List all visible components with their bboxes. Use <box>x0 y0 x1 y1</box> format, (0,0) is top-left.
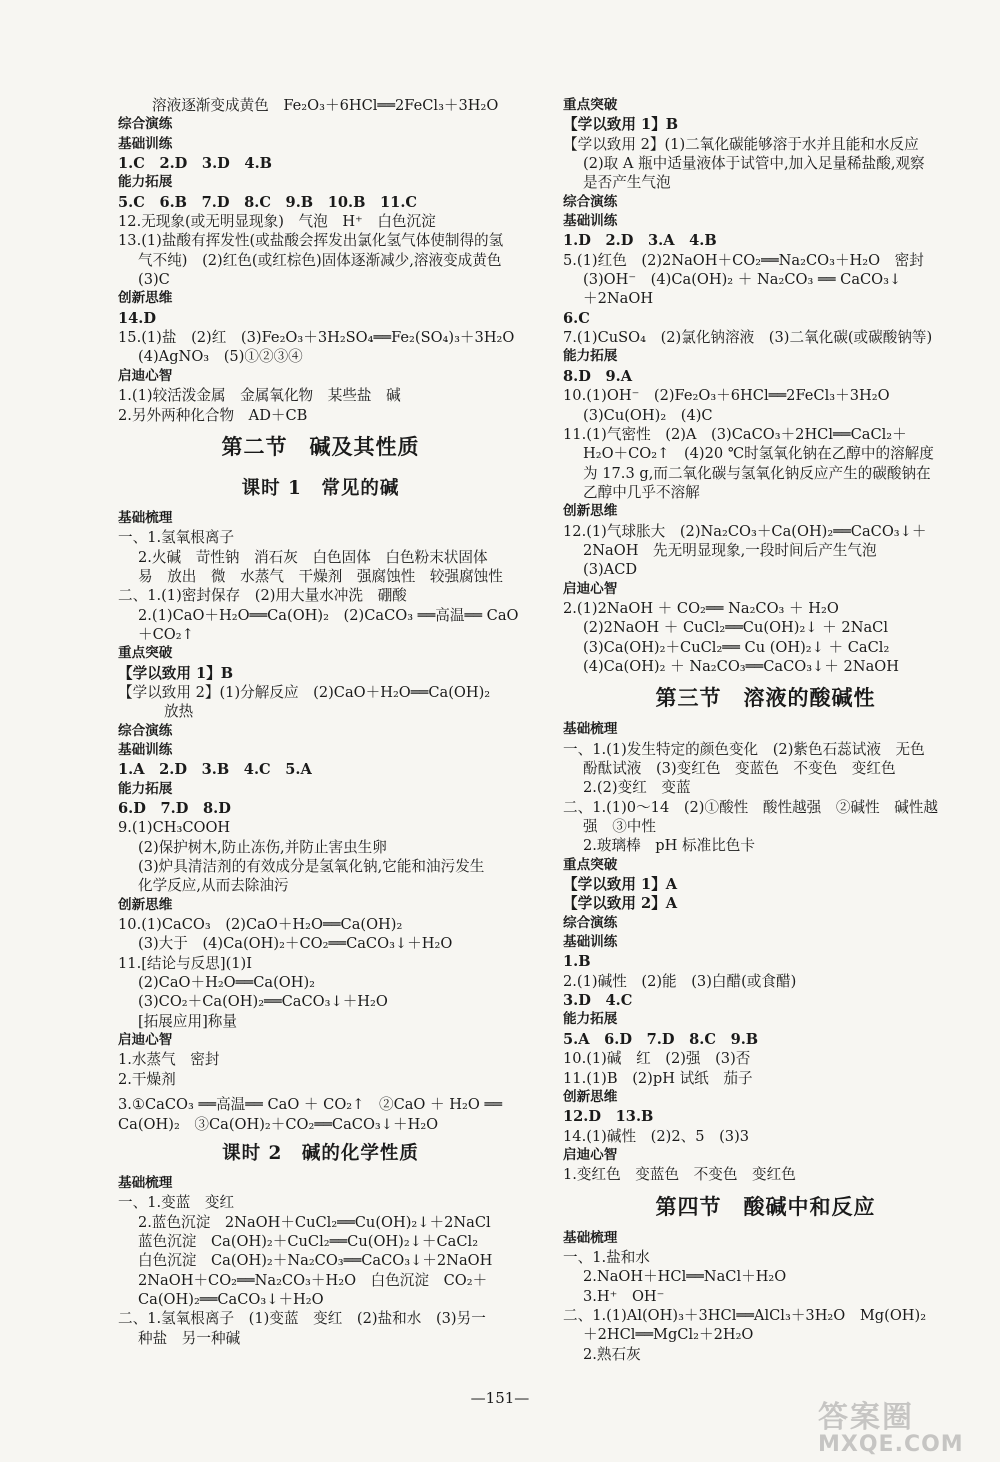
text-line: ＋CO₂↑ <box>138 625 194 643</box>
text-line: 易 放出 微 水蒸气 干燥剂 强腐蚀性 较强腐蚀性 <box>138 567 503 585</box>
subsection-heading: 重点突破 <box>563 97 618 113</box>
text-line: (2)保护树木,防止冻伤,并防止害虫生卵 <box>138 838 387 856</box>
text-line: H₂O＋CO₂↑ (4)20 ℃时氢氧化钠在乙醇中的溶解度 <box>583 445 934 463</box>
text-line: 7.(1)CuSO₄ (2)氯化钠溶液 (3)二氧化碳(或碳酸钠等) <box>563 329 933 347</box>
text-line: 放热 <box>164 703 194 721</box>
watermark-logo <box>818 1392 988 1457</box>
text-line: 【学以致用 2】A <box>563 895 678 913</box>
text-line: 2NaOH 先无明显现象,一段时间后产生气泡 <box>583 541 877 559</box>
text-line: 1.A 2.D 3.B 4.C 5.A <box>118 761 312 779</box>
subsection-heading: 能力拓展 <box>118 174 173 191</box>
subsection-heading: 基础梳理 <box>118 509 173 526</box>
subsection-heading: 综合演练 <box>118 722 173 739</box>
text-line: 2.(2)变红 变蓝 <box>583 779 691 797</box>
subsection-heading: 综合演练 <box>563 193 618 210</box>
text-line: 1.变红色 变蓝色 不变色 变红色 <box>563 1166 796 1184</box>
right-column <box>563 96 968 1364</box>
text-line: 14.(1)碱性 (2)2、5 (3)3 <box>563 1127 750 1145</box>
text-line: (2)2NaOH ＋ CuCl₂══Cu(OH)₂↓ ＋ 2NaCl <box>583 619 888 637</box>
text-line: (3)大于 (4)Ca(OH)₂＋CO₂══CaCO₃↓＋H₂O <box>138 935 453 953</box>
text-line: 1.D 2.D 3.A 4.B <box>563 232 717 250</box>
text-line: 二、1.(1)密封保存 (2)用大量水冲洗 硼酸 <box>118 587 407 605</box>
text-line: 6.D 7.D 8.D <box>118 800 231 817</box>
text-line: 二、1.(1)Al(OH)₃＋3HCl══AlCl₃＋3H₂O Mg(OH)₂ <box>563 1306 927 1324</box>
text-line: 10.(1)CaCO₃ (2)CaO＋H₂O══Ca(OH)₂ <box>118 916 403 934</box>
subsection-heading: 创新思维 <box>563 1088 618 1105</box>
lesson-title: 课时 1 常见的碱 <box>241 477 400 499</box>
subsection-heading: 创新思维 <box>563 503 618 520</box>
text-line: 【学以致用 2】(1)二氧化碳能够溶于水并且能和水反应 <box>563 135 919 153</box>
text-line: 【学以致用 1】A <box>563 876 678 894</box>
text-line: Ca(OH)₂ ③Ca(OH)₂＋CO₂══CaCO₃↓＋H₂O <box>118 1115 439 1133</box>
text-line: 3.①CaCO₃ ══高温══ CaO ＋ CO₂↑ ②CaO ＋ H₂O ══ <box>118 1096 503 1114</box>
subsection-heading: 综合演练 <box>563 914 618 931</box>
text-line: (3)ACD <box>583 561 638 579</box>
text-line: 10.(1)OH⁻ (2)Fe₂O₃＋6HCl══2FeCl₃＋3H₂O <box>563 387 890 405</box>
text-line: 11.[结论与反思](1)Ⅰ <box>118 954 253 972</box>
text-line: 二、1.(1)0～14 (2)①酸性 酸性越强 ②碱性 碱性越 <box>563 798 938 816</box>
text-line: 化学反应,从而去除油污 <box>138 877 289 895</box>
section-title: 第三节 溶液的酸碱性 <box>655 685 876 711</box>
text-line: 为 17.3 g,而二氧化碳与氢氧化钠反应产生的碳酸钠在 <box>583 464 931 482</box>
text-line: 酚酞试液 (3)变红色 变蓝色 不变色 变红色 <box>583 760 896 777</box>
text-line: 2.玻璃棒 pH 标准比色卡 <box>583 837 755 855</box>
text-line: 一、1.盐和水 <box>563 1248 650 1266</box>
text-line: 一、1.(1)发生特定的颜色变化 (2)紫色石蕊试液 无色 <box>563 740 925 758</box>
text-line: 3.D 4.C <box>563 992 633 1010</box>
subsection-heading: 基础梳理 <box>563 1229 618 1246</box>
text-line: 2.(1)碱性 (2)能 (3)白醋(或食醋) <box>563 972 797 990</box>
page-number: —151— <box>470 1389 530 1407</box>
text-line: ＋2NaOH <box>583 290 654 308</box>
text-line: 乙醇中几乎不溶解 <box>583 483 700 501</box>
text-line: 2.干燥剂 <box>118 1070 176 1088</box>
lesson-title: 课时 2 碱的化学性质 <box>222 1142 419 1164</box>
text-line: 14.D <box>118 309 157 327</box>
subsection-heading: 启迪心智 <box>563 1146 618 1163</box>
text-line: (3)C <box>138 271 170 289</box>
text-line: Ca(OH)₂══CaCO₃↓＋H₂O <box>138 1290 324 1308</box>
text-line: 是否产生气泡 <box>583 174 671 192</box>
text-line: 12.无现象(或无明显现象) 气泡 H⁺ 白色沉淀 <box>118 213 436 231</box>
text-line: ＋2HCl══MgCl₂＋2H₂O <box>583 1326 754 1344</box>
text-line: (4)AgNO₃ (5)①②③④ <box>138 348 303 366</box>
text-line: 8.D 9.A <box>563 367 633 385</box>
text-line: 2.(1)CaO＋H₂O══Ca(OH)₂ (2)CaCO₃ ══高温══ CaO <box>138 606 519 624</box>
text-line: [拓展应用]称量 <box>138 1012 237 1030</box>
text-line: 种盐 另一种碱 <box>138 1329 241 1347</box>
subsection-heading: 基础训练 <box>118 135 173 152</box>
text-line: 气不纯) (2)红色(或红棕色)固体逐渐减少,溶液变成黄色 <box>138 251 502 269</box>
text-line: (2)取 A 瓶中适量液体于试管中,加入足量稀盐酸,观察 <box>583 155 925 173</box>
text-line: 6.C <box>563 309 590 327</box>
text-line: 2.火碱 苛性钠 消石灰 白色固体 白色粉末状固体 <box>138 548 488 566</box>
subsection-heading: 综合演练 <box>118 116 173 133</box>
text-line: 2.蓝色沉淀 2NaOH＋CuCl₂══Cu(OH)₂↓＋2NaCl <box>138 1213 491 1231</box>
text-line: 一、1.氢氧根离子 <box>118 529 235 547</box>
text-line: 11.(1)气密性 (2)A (3)CaCO₃＋2HCl══CaCl₂＋ <box>563 425 907 443</box>
text-line: (3)CO₂＋Ca(OH)₂══CaCO₃↓＋H₂O <box>138 993 388 1011</box>
subsection-heading: 基础训练 <box>563 934 618 951</box>
subsection-heading: 创新思维 <box>118 896 173 913</box>
subsection-heading: 能力拓展 <box>563 1011 618 1028</box>
subsection-heading: 基础训练 <box>563 213 618 230</box>
text-line: 【学以致用 1】B <box>563 116 679 134</box>
text-line: 溶液逐渐变成黄色 Fe₂O₃＋6HCl══2FeCl₃＋3H₂O <box>152 97 499 114</box>
text-line: 1.水蒸气 密封 <box>118 1051 220 1069</box>
subsection-heading: 创新思维 <box>118 290 173 307</box>
watermark-text: 答案圈 <box>818 1400 914 1435</box>
text-line: (3)炉具清洁剂的有效成分是氢氧化钠,它能和油污发生 <box>138 858 485 876</box>
subsection-heading: 启迪心智 <box>118 1032 173 1049</box>
text-line: 2NaOH＋CO₂══Na₂CO₃＋H₂O 白色沉淀 CO₂＋ <box>138 1271 488 1289</box>
subsection-heading: 重点突破 <box>118 645 173 662</box>
text-line: (2)CaO＋H₂O══Ca(OH)₂ <box>138 974 316 992</box>
text-line: 【学以致用 2】(1)分解反应 (2)CaO＋H₂O══Ca(OH)₂ <box>118 683 491 701</box>
subsection-heading: 能力拓展 <box>563 348 618 365</box>
text-line: 白色沉淀 Ca(OH)₂＋Na₂CO₃══CaCO₃↓＋2NaOH <box>138 1252 493 1270</box>
text-line: (3)OH⁻ (4)Ca(OH)₂ ＋ Na₂CO₃ ══ CaCO₃↓ <box>583 271 902 289</box>
subsection-heading: 基础梳理 <box>563 721 618 738</box>
text-line: 1.(1)较活泼金属 金属氧化物 某些盐 碱 <box>118 387 401 405</box>
section-title: 第四节 酸碱中和反应 <box>655 1193 876 1219</box>
text-line: 2.熟石灰 <box>583 1345 641 1363</box>
text-line: (3)Ca(OH)₂＋CuCl₂══ Cu (OH)₂↓ ＋ CaCl₂ <box>583 638 890 656</box>
subsection-heading: 基础梳理 <box>118 1174 173 1191</box>
subsection-heading: 重点突破 <box>563 856 618 873</box>
text-line: 【学以致用 1】B <box>118 664 234 682</box>
text-line: 1.B <box>563 953 591 971</box>
text-line: 12.D 13.B <box>563 1108 654 1126</box>
text-line: 2.NaOH＋HCl══NaCl＋H₂O <box>583 1268 787 1286</box>
text-line: 15.(1)盐 (2)红 (3)Fe₂O₃＋3H₂SO₄══Fe₂(SO₄)₃＋3H₂O <box>118 329 515 347</box>
text-line: 一、1.变蓝 变红 <box>118 1194 235 1212</box>
subsection-heading: 启迪心智 <box>563 580 618 597</box>
section-title: 第二节 碱及其性质 <box>221 433 420 459</box>
watermark-url: MXQE.COM <box>818 1432 964 1457</box>
text-line: 2.另外两种化合物 AD＋CB <box>118 406 308 424</box>
text-line: 5.(1)红色 (2)2NaOH＋CO₂══Na₂CO₃＋H₂O 密封 <box>563 251 924 269</box>
text-line: 5.A 6.D 7.D 8.C 9.B <box>563 1030 759 1048</box>
text-line: 2.(1)2NaOH ＋ CO₂══ Na₂CO₃ ＋ H₂O <box>563 599 839 617</box>
text-line: 10.(1)碱 红 (2)强 (3)否 <box>563 1050 751 1068</box>
text-line: (3)Cu(OH)₂ (4)C <box>583 406 713 424</box>
text-line: 12.(1)气球胀大 (2)Na₂CO₃＋Ca(OH)₂══CaCO₃↓＋ <box>563 522 927 540</box>
text-line: 5.C 6.B 7.D 8.C 9.B 10.B 11.C <box>118 193 418 211</box>
text-line: 强 ③中性 <box>583 818 656 836</box>
text-line: 11.(1)B (2)pH 试纸 茄子 <box>563 1069 753 1087</box>
subsection-heading: 基础训练 <box>118 741 173 758</box>
text-line: 3.H⁺ OH⁻ <box>583 1287 665 1305</box>
left-column <box>118 96 523 1348</box>
subsection-heading: 能力拓展 <box>118 780 173 797</box>
subsection-heading: 启迪心智 <box>118 367 173 384</box>
text-line: 1.C 2.D 3.D 4.B <box>118 155 272 173</box>
text-line: (4)Ca(OH)₂ ＋ Na₂CO₃══CaCO₃↓＋ 2NaOH <box>583 657 899 675</box>
text-line: 二、1.氢氧根离子 (1)变蓝 变红 (2)盐和水 (3)另一 <box>118 1310 486 1328</box>
text-line: 9.(1)CH₃COOH <box>118 819 231 837</box>
text-line: 蓝色沉淀 Ca(OH)₂＋CuCl₂══Cu(OH)₂↓＋CaCl₂ <box>138 1232 479 1250</box>
text-line: 13.(1)盐酸有挥发性(或盐酸会挥发出氯化氢气体使制得的氢 <box>118 232 504 250</box>
